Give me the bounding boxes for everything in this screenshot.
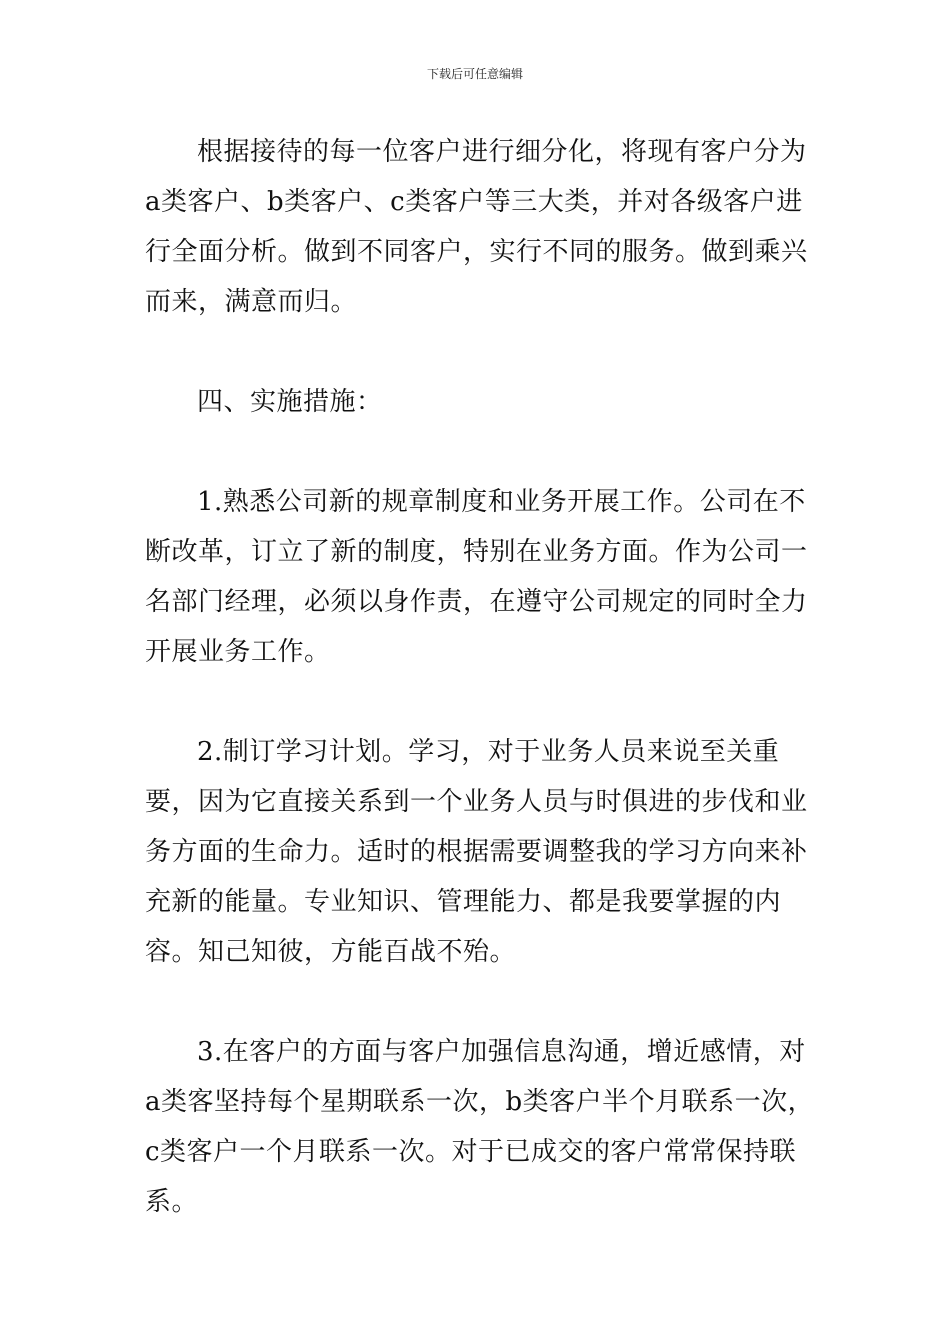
page-header: 下载后可任意编辑 [426,67,523,81]
paragraph-gap [145,427,815,477]
paragraph-measure-2: 2.制订学习计划。学习，对于业务人员来说至关重要，因为它直接关系到一个业务人员与时俱进的步伐和业务方面的生命力。适时的根据需要调整我的学习方向来补充新的能量。专业知识、管理能力、都是我要掌握的内容。知己知彼，方能百战不殆。 [145,737,808,967]
paragraph-measure-3: 3.在客户的方面与客户加强信息沟通，增近感情，对a类客坚持每个星期联系一次，b类客户半个月联系一次，c类客户一个月联系一次。对于已成交的客户常常保持联系。 [145,1037,815,1217]
paragraph-gap [145,677,815,727]
paragraph-gap [145,977,815,1027]
paragraph-customer-segmentation: 根据接待的每一位客户进行细分化，将现有客户分为a类客户、b类客户、c类客户等三大类，并对各级客户进行全面分析。做到不同客户，实行不同的服务。做到乘兴而来，满意而归。 [145,137,808,317]
document-body [145,127,815,1227]
section-heading-implementation-measures: 四、实施措施： [197,387,383,417]
paragraph-measure-1: 1.熟悉公司新的规章制度和业务开展工作。公司在不断改革，订立了新的制度，特别在业务方面。作为公司一名部门经理，必须以身作责，在遵守公司规定的同时全力开展业务工作。 [145,487,808,667]
paragraph-gap [145,327,815,377]
